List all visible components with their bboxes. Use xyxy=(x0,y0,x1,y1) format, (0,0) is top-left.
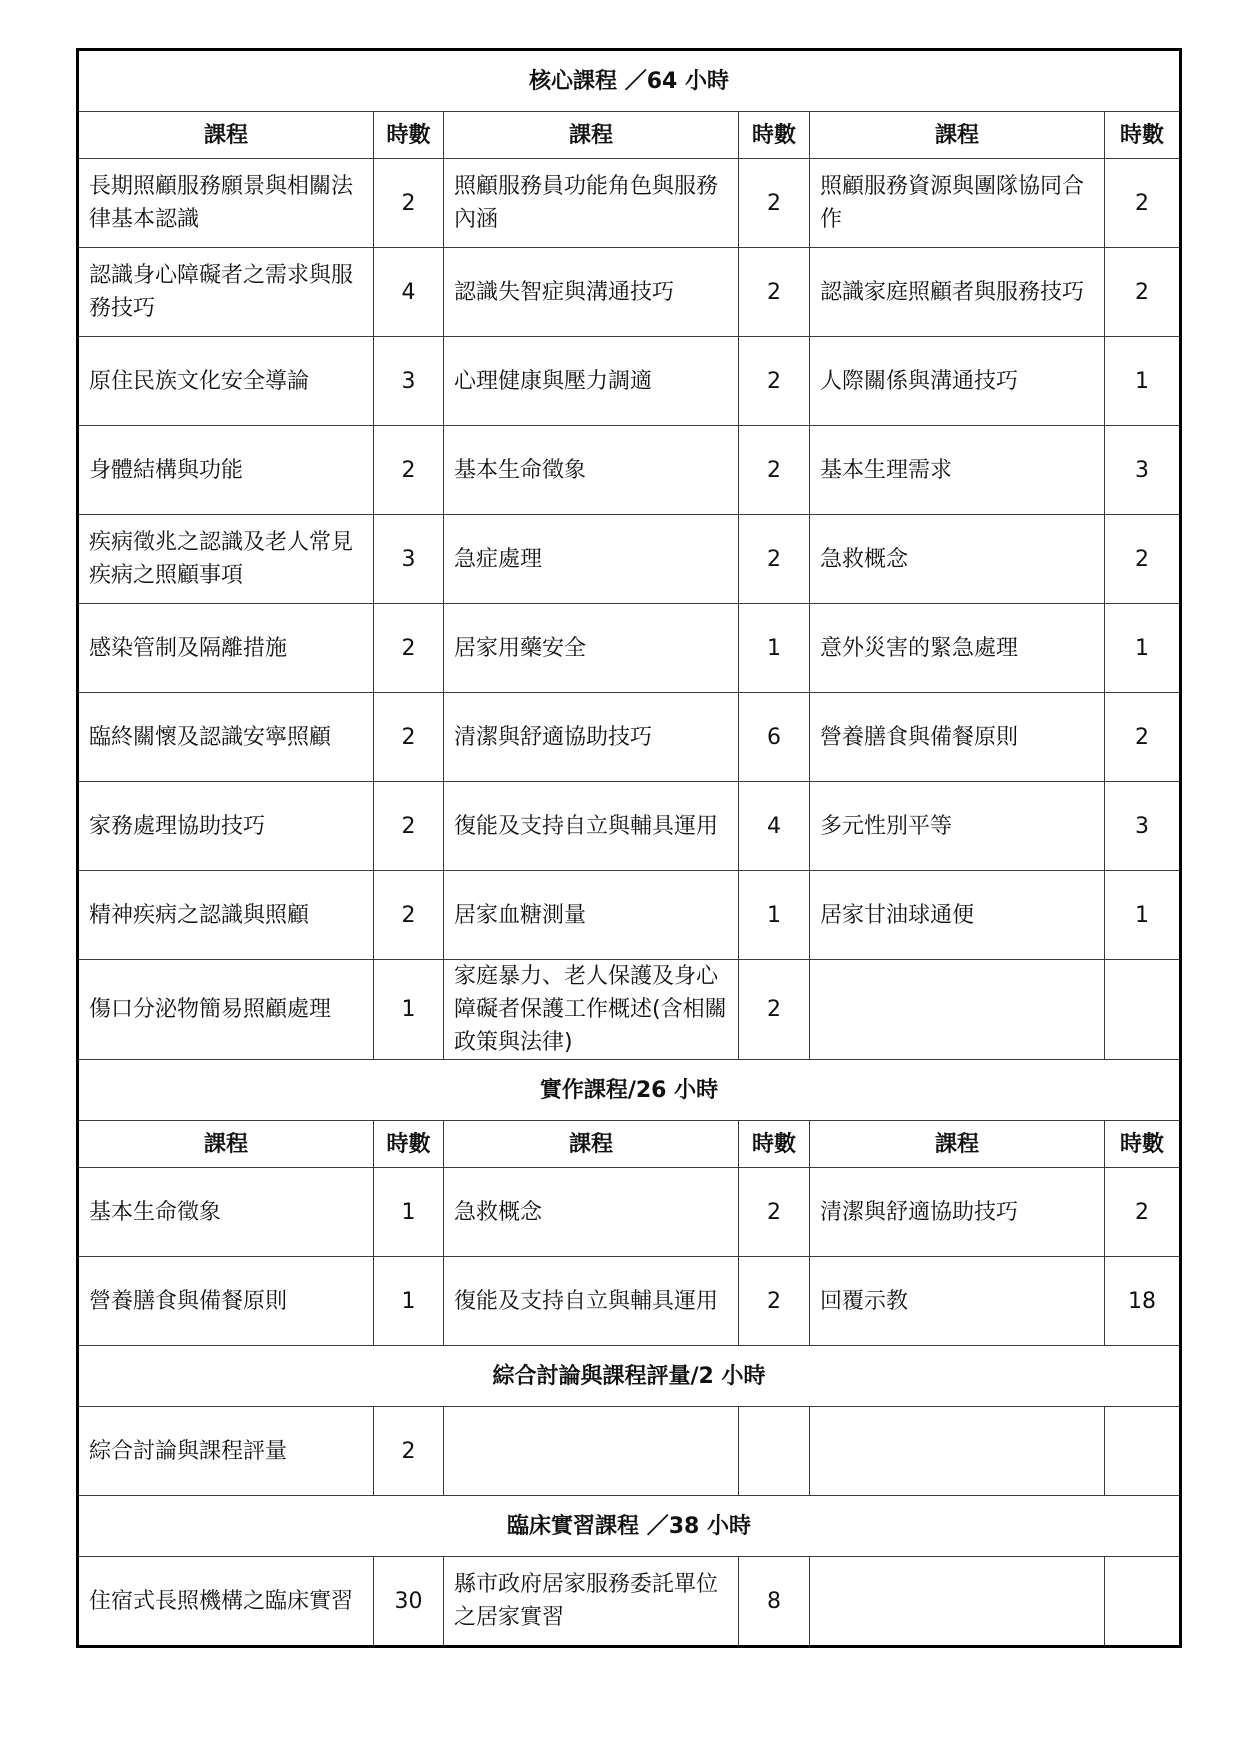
course-hours-cell: 2 xyxy=(739,960,810,1060)
table-row xyxy=(78,960,1181,1060)
column-header-hours: 時數 xyxy=(1105,1121,1181,1168)
course-hours-cell: 2 xyxy=(1105,693,1181,782)
course-hours-cell: 2 xyxy=(739,337,810,426)
column-header-row-practice xyxy=(78,1121,1181,1168)
course-hours-cell xyxy=(1105,1407,1181,1496)
course-hours-cell: 2 xyxy=(374,159,444,248)
course-name-cell: 認識家庭照顧者與服務技巧 xyxy=(810,248,1105,337)
table-row xyxy=(78,248,1181,337)
column-header-hours: 時數 xyxy=(374,112,444,159)
table-row xyxy=(78,1557,1181,1647)
course-name-cell: 疾病徵兆之認識及老人常見疾病之照顧事項 xyxy=(78,515,374,604)
course-hours-cell: 2 xyxy=(739,159,810,248)
column-header-course: 課程 xyxy=(78,1121,374,1168)
course-name-cell: 傷口分泌物簡易照顧處理 xyxy=(78,960,374,1060)
course-hours-cell: 3 xyxy=(374,515,444,604)
table-row xyxy=(78,1407,1181,1496)
section-title-clinical: 臨床實習課程 ／38 小時 xyxy=(78,1496,1181,1557)
course-name-cell: 臨終關懷及認識安寧照顧 xyxy=(78,693,374,782)
column-header-course: 課程 xyxy=(444,112,739,159)
course-hours-cell: 2 xyxy=(1105,159,1181,248)
course-hours-cell: 2 xyxy=(1105,248,1181,337)
course-hours-cell: 8 xyxy=(739,1557,810,1647)
table-row xyxy=(78,693,1181,782)
table-row xyxy=(78,159,1181,248)
column-header-hours: 時數 xyxy=(739,1121,810,1168)
table-row xyxy=(78,1257,1181,1346)
course-hours-cell: 2 xyxy=(739,248,810,337)
column-header-course: 課程 xyxy=(78,112,374,159)
course-hours-table xyxy=(76,48,1182,1648)
table-row xyxy=(78,782,1181,871)
table-row xyxy=(78,1168,1181,1257)
course-name-cell: 居家血糖測量 xyxy=(444,871,739,960)
column-header-row-core xyxy=(78,112,1181,159)
course-name-cell: 清潔與舒適協助技巧 xyxy=(810,1168,1105,1257)
course-name-cell: 基本生命徵象 xyxy=(78,1168,374,1257)
course-hours-cell xyxy=(739,1407,810,1496)
course-hours-cell: 1 xyxy=(739,871,810,960)
table-row xyxy=(78,604,1181,693)
course-name-cell: 身體結構與功能 xyxy=(78,426,374,515)
table-row xyxy=(78,515,1181,604)
course-name-cell xyxy=(810,1407,1105,1496)
section-title-discussion: 綜合討論與課程評量/2 小時 xyxy=(78,1346,1181,1407)
course-hours-cell: 1 xyxy=(1105,871,1181,960)
course-hours-cell: 3 xyxy=(1105,782,1181,871)
course-hours-cell: 2 xyxy=(374,782,444,871)
course-name-cell: 營養膳食與備餐原則 xyxy=(810,693,1105,782)
course-hours-cell: 2 xyxy=(374,426,444,515)
course-hours-cell: 1 xyxy=(1105,337,1181,426)
course-hours-cell: 30 xyxy=(374,1557,444,1647)
column-header-course: 課程 xyxy=(810,1121,1105,1168)
course-hours-cell: 4 xyxy=(739,782,810,871)
course-name-cell: 認識失智症與溝通技巧 xyxy=(444,248,739,337)
course-name-cell xyxy=(444,1407,739,1496)
course-name-cell: 急救概念 xyxy=(810,515,1105,604)
course-name-cell: 急救概念 xyxy=(444,1168,739,1257)
course-name-cell: 原住民族文化安全導論 xyxy=(78,337,374,426)
course-hours-cell: 1 xyxy=(739,604,810,693)
course-name-cell: 精神疾病之認識與照顧 xyxy=(78,871,374,960)
course-name-cell: 復能及支持自立與輔具運用 xyxy=(444,782,739,871)
course-hours-cell: 2 xyxy=(1105,1168,1181,1257)
course-name-cell: 人際關係與溝通技巧 xyxy=(810,337,1105,426)
course-hours-cell: 1 xyxy=(374,1168,444,1257)
course-hours-cell xyxy=(1105,960,1181,1060)
course-hours-cell: 2 xyxy=(1105,515,1181,604)
table-row xyxy=(78,337,1181,426)
course-name-cell: 照顧服務員功能角色與服務內涵 xyxy=(444,159,739,248)
course-name-cell: 清潔與舒適協助技巧 xyxy=(444,693,739,782)
course-hours-cell: 2 xyxy=(374,693,444,782)
course-name-cell: 回覆示教 xyxy=(810,1257,1105,1346)
course-name-cell: 急症處理 xyxy=(444,515,739,604)
course-hours-cell: 4 xyxy=(374,248,444,337)
course-hours-cell: 3 xyxy=(374,337,444,426)
course-hours-cell: 1 xyxy=(374,1257,444,1346)
course-name-cell: 意外災害的緊急處理 xyxy=(810,604,1105,693)
column-header-hours: 時數 xyxy=(739,112,810,159)
course-name-cell: 居家用藥安全 xyxy=(444,604,739,693)
course-name-cell: 綜合討論與課程評量 xyxy=(78,1407,374,1496)
course-name-cell: 認識身心障礙者之需求與服務技巧 xyxy=(78,248,374,337)
course-name-cell xyxy=(810,960,1105,1060)
course-hours-cell: 1 xyxy=(374,960,444,1060)
course-hours-cell: 2 xyxy=(739,426,810,515)
course-name-cell: 多元性別平等 xyxy=(810,782,1105,871)
column-header-course: 課程 xyxy=(444,1121,739,1168)
column-header-hours: 時數 xyxy=(374,1121,444,1168)
course-name-cell: 心理健康與壓力調適 xyxy=(444,337,739,426)
course-name-cell: 復能及支持自立與輔具運用 xyxy=(444,1257,739,1346)
column-header-hours: 時數 xyxy=(1105,112,1181,159)
course-hours-cell: 2 xyxy=(374,871,444,960)
course-hours-cell: 2 xyxy=(739,1168,810,1257)
table-row xyxy=(78,426,1181,515)
course-hours-cell: 2 xyxy=(374,1407,444,1496)
course-name-cell: 感染管制及隔離措施 xyxy=(78,604,374,693)
course-name-cell: 長期照顧服務願景與相關法律基本認識 xyxy=(78,159,374,248)
course-name-cell: 家庭暴力、老人保護及身心障礙者保護工作概述(含相關政策與法律) xyxy=(444,960,739,1060)
section-title-core: 核心課程 ／64 小時 xyxy=(78,50,1181,112)
course-hours-cell xyxy=(1105,1557,1181,1647)
section-title-row-core xyxy=(78,50,1181,112)
course-hours-cell: 2 xyxy=(374,604,444,693)
course-hours-cell: 18 xyxy=(1105,1257,1181,1346)
section-title-row-clinical xyxy=(78,1496,1181,1557)
section-title-row-practice xyxy=(78,1060,1181,1121)
course-name-cell: 營養膳食與備餐原則 xyxy=(78,1257,374,1346)
course-hours-cell: 3 xyxy=(1105,426,1181,515)
course-hours-cell: 6 xyxy=(739,693,810,782)
course-name-cell: 基本生理需求 xyxy=(810,426,1105,515)
table-row xyxy=(78,871,1181,960)
course-name-cell xyxy=(810,1557,1105,1647)
section-title-practice: 實作課程/26 小時 xyxy=(78,1060,1181,1121)
course-name-cell: 基本生命徵象 xyxy=(444,426,739,515)
course-name-cell: 住宿式長照機構之臨床實習 xyxy=(78,1557,374,1647)
course-name-cell: 家務處理協助技巧 xyxy=(78,782,374,871)
column-header-course: 課程 xyxy=(810,112,1105,159)
section-title-row-discussion xyxy=(78,1346,1181,1407)
course-name-cell: 照顧服務資源與團隊協同合作 xyxy=(810,159,1105,248)
course-hours-cell: 2 xyxy=(739,1257,810,1346)
table-body xyxy=(78,50,1181,1647)
course-name-cell: 居家甘油球通便 xyxy=(810,871,1105,960)
course-name-cell: 縣市政府居家服務委託單位之居家實習 xyxy=(444,1557,739,1647)
course-hours-cell: 2 xyxy=(739,515,810,604)
course-hours-cell: 1 xyxy=(1105,604,1181,693)
